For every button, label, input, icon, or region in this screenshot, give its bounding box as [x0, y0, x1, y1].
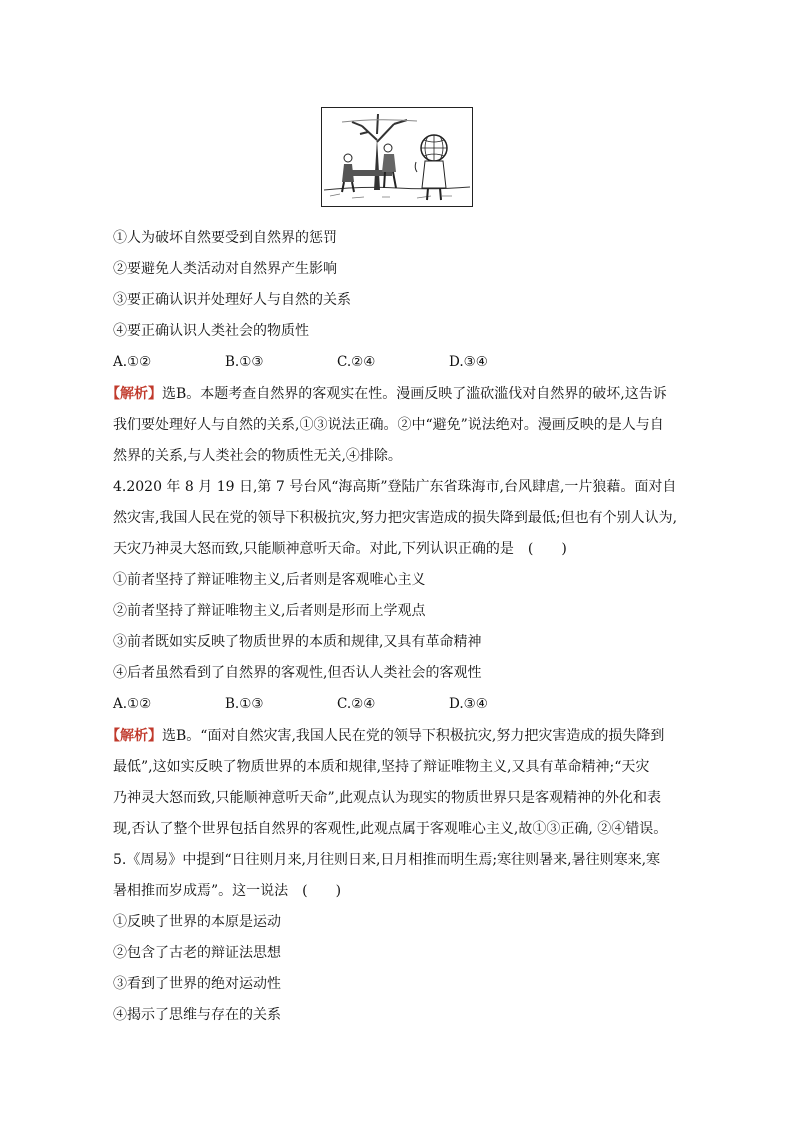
q4-options — [113, 694, 533, 714]
q3-options — [113, 352, 533, 372]
q4-analysis-line-2: 最低”,这如实反映了物质世界的本质和规律,坚持了辩证唯物主义,又具有革命精神;“天灾 — [113, 759, 650, 775]
q4-analysis-line-4: 现,否认了整个世界包括自然界的客观性,此观点属于客观唯心主义,故①③正确, ②④错误。 — [113, 821, 668, 837]
q3-option-c: C.②④ — [337, 354, 376, 370]
q3-statement-3: ③要正确认识并处理好人与自然的关系 — [113, 292, 351, 308]
q4-analysis-line-3: 乃神灵大怒而致,只能顺神意听天命”,此观点认为现实的物质世界只是客观精神的外化和表 — [113, 790, 662, 806]
q4-analysis-line-1: 【解析】选B。“面对自然灾害,我国人民在党的领导下积极抗灾,努力把灾害造成的损失降到 — [106, 728, 665, 744]
q5-statement-4: ④揭示了思维与存在的关系 — [113, 1007, 281, 1023]
q4-stem-line-3: 天灾乃神灵大怒而致,只能顺神意听天命。对此,下列认识正确的是 ( ) — [113, 541, 567, 557]
q3-statement-1: ①人为破坏自然要受到自然界的惩罚 — [113, 230, 337, 246]
q5-statement-1: ①反映了世界的本原是运动 — [113, 914, 281, 930]
q4-option-b: B.①③ — [225, 696, 264, 712]
cartoon-illustration — [321, 107, 473, 207]
q4-stem-line-2: 然灾害,我国人民在党的领导下积极抗灾,努力把灾害造成的损失降到最低;但也有个别人认为, — [113, 510, 678, 526]
q5-stem-line-2: 暑相推而岁成焉”。这一说法 ( ) — [113, 883, 342, 899]
q4-statement-2: ②前者坚持了辩证唯物主义,后者则是形而上学观点 — [113, 603, 426, 619]
q3-analysis-line-2: 我们要处理好人与自然的关系,①③说法正确。②中“避免”说法绝对。漫画反映的是人与自 — [113, 417, 664, 433]
q3-analysis-line-3: 然界的关系,与人类社会的物质性无关,④排除。 — [113, 448, 402, 464]
q4-option-a: A.①② — [113, 696, 152, 712]
q4-stem-line-1: 4.2020 年 8 月 19 日,第 7 号台风“海高斯”登陆广东省珠海市,台风肆虐,一片狼藉。面对自 — [113, 479, 677, 495]
q3-option-b: B.①③ — [225, 354, 264, 370]
q3-option-d: D.③④ — [449, 354, 488, 370]
q3-analysis-line-1: 【解析】选B。本题考查自然界的客观实在性。漫画反映了滥砍滥伐对自然界的破坏,这告诉 — [106, 386, 667, 402]
q4-option-c: C.②④ — [337, 696, 376, 712]
q3-option-a: A.①② — [113, 354, 152, 370]
q4-statement-3: ③前者既如实反映了物质世界的本质和规律,又具有革命精神 — [113, 634, 482, 650]
q5-statement-3: ③看到了世界的绝对运动性 — [113, 976, 281, 992]
q3-statement-4: ④要正确认识人类社会的物质性 — [113, 323, 309, 339]
q4-option-d: D.③④ — [449, 696, 488, 712]
q5-statement-2: ②包含了古老的辩证法思想 — [113, 945, 281, 961]
q4-statement-1: ①前者坚持了辩证唯物主义,后者则是客观唯心主义 — [113, 572, 426, 588]
q4-analysis-tag: 【解析】 — [106, 728, 162, 744]
q3-statement-2: ②要避免人类活动对自然界产生影响 — [113, 261, 337, 277]
q3-analysis-tag: 【解析】 — [106, 386, 162, 402]
q5-stem-line-1: 5.《周易》中提到“日往则月来,月往则日来,日月相推而明生焉;寒往则暑来,暑往则寒来,寒 — [113, 852, 661, 868]
q4-statement-4: ④后者虽然看到了自然界的客观性,但否认人类社会的客观性 — [113, 665, 482, 681]
